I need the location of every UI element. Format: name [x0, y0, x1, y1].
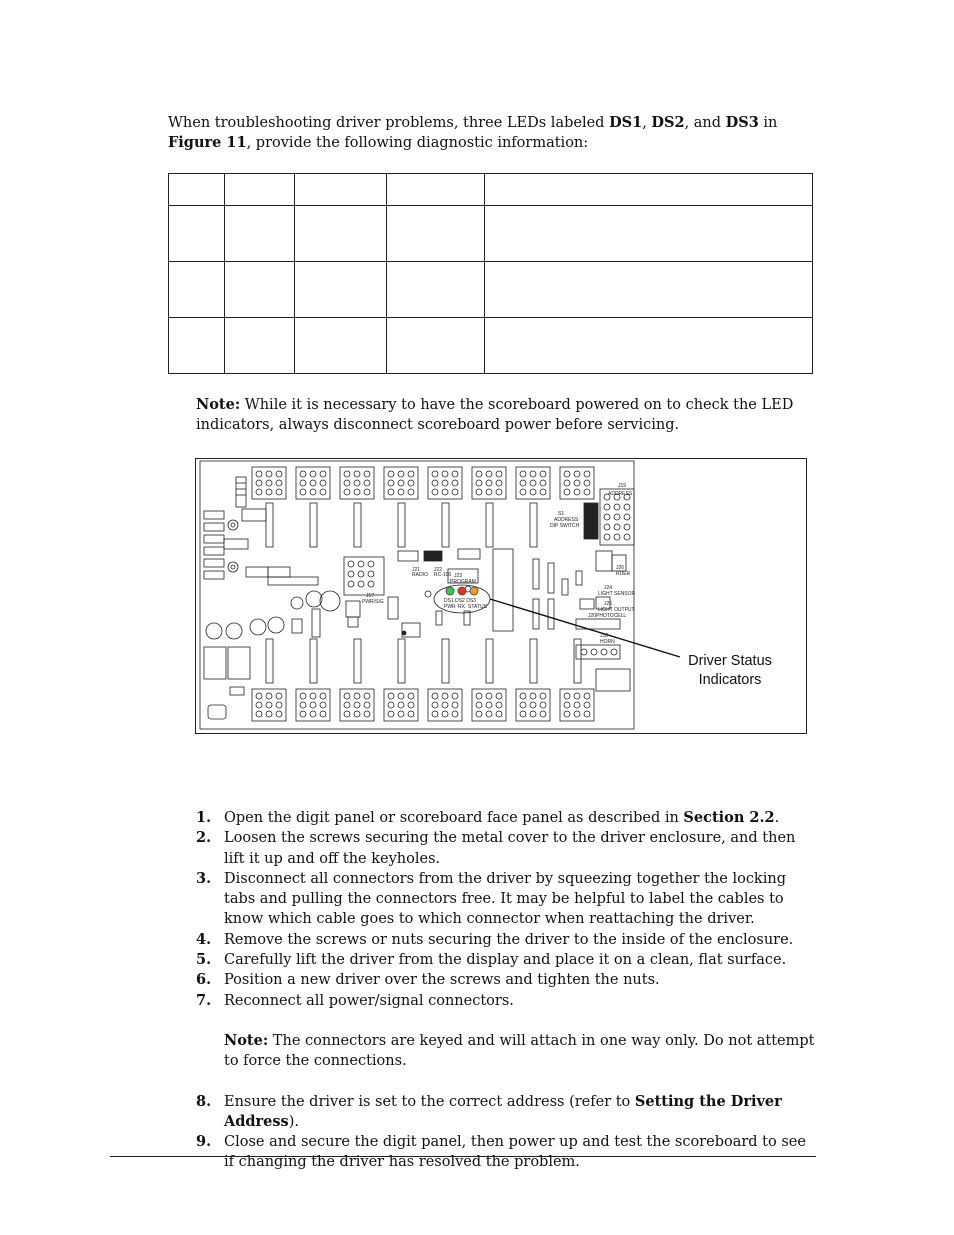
label-pwr-sig: PWR/SIG	[362, 599, 384, 605]
table-cell	[295, 262, 387, 318]
label-address-dip: ADDRESS	[554, 517, 579, 523]
label-j19: J19	[618, 483, 627, 489]
intro-and: , and	[684, 115, 726, 131]
note-text: The connectors are keyed and will attach in one way only. Do not attempt to force the connections.	[224, 1032, 815, 1070]
table-cell	[169, 174, 225, 206]
table-cell	[295, 206, 387, 262]
step-number: 9.	[196, 1133, 212, 1151]
step-number: 7.	[196, 991, 212, 1009]
step-bold-text: Section 2.2	[683, 809, 775, 826]
list-item	[168, 808, 818, 828]
step-text: Carefully lift the driver from the display and place it on a clean, flat surface.	[224, 952, 787, 969]
label-j17: J17	[366, 593, 375, 599]
step-text: Reconnect all power/signal connectors.	[224, 992, 514, 1009]
label-ds: DS1 DS2 DS3	[444, 598, 476, 604]
label-dip-switch: DIP SWITCH	[550, 523, 580, 529]
ds2-label: DS2	[651, 114, 685, 131]
table-row	[169, 318, 813, 374]
label-j24: J24	[604, 585, 613, 591]
label-rder: RDER	[616, 571, 631, 577]
note-label: Note:	[196, 396, 241, 413]
step-number: 4.	[196, 930, 212, 948]
table-row	[169, 262, 813, 318]
callout-line-2: Indicators	[698, 672, 762, 688]
step-bold-text: Setting the Driver Address	[224, 1092, 782, 1130]
intro-paragraph	[168, 113, 818, 153]
intro-in: in	[758, 115, 778, 131]
resistor-packs	[266, 503, 581, 683]
list-item	[168, 869, 818, 930]
led-ds2-icon	[458, 587, 466, 595]
label-radio: RADIO	[412, 572, 428, 578]
table-cell	[387, 174, 485, 206]
intro-comma-1: ,	[642, 115, 652, 131]
table-cell	[169, 262, 225, 318]
label-light-sensor: LIGHT SENSOR	[598, 591, 636, 597]
step-number: 5.	[196, 951, 212, 969]
footer-rule	[110, 1156, 816, 1157]
list-item	[168, 828, 818, 869]
table-row	[169, 206, 813, 262]
label-j25: J25	[604, 601, 613, 607]
figure-ref: Figure 11	[168, 134, 247, 151]
list-item	[168, 930, 818, 950]
step-number: 6.	[196, 971, 212, 989]
step-number: 2.	[196, 829, 212, 847]
driver-board-drawing	[196, 459, 808, 735]
step-text-post: .	[774, 810, 780, 826]
note-text: While it is necessary to have the scoreboard powered on to check the LED indicators, always disconnect scoreboard power before servicing.	[196, 397, 794, 433]
note-label: Note:	[224, 1031, 269, 1049]
list-item	[168, 991, 818, 1011]
label-address: ADDRESS	[608, 491, 633, 497]
led-ds3-icon	[470, 587, 478, 595]
table-cell	[485, 174, 813, 206]
table-cell	[295, 174, 387, 206]
bottom-connectors	[252, 689, 594, 721]
label-status: STATUS	[468, 604, 487, 610]
list-item	[168, 950, 818, 970]
connector-note	[168, 1031, 818, 1072]
ds1-label: DS1	[609, 114, 643, 131]
step-number: 1.	[196, 809, 212, 826]
step-text: Disconnect all connectors from the driver by squeezing together the locking tabs and pulling the connectors free. It may be helpful to label the cables to know which cable goes to which connector when reattaching the driver.	[224, 870, 786, 928]
table-cell	[225, 262, 295, 318]
power-note	[196, 395, 796, 435]
label-j20: J20	[588, 613, 597, 619]
label-program: PROGRAM	[450, 579, 476, 585]
table-cell	[485, 206, 813, 262]
table-cell	[225, 318, 295, 374]
driver-board-figure	[195, 458, 807, 734]
step-text: Close and secure the digit panel, then power up and test the scoreboard to see if changing the driver has resolved the problem.	[224, 1134, 806, 1171]
label-j18: J18	[600, 633, 609, 639]
table-cell	[169, 206, 225, 262]
table-header-row	[169, 174, 813, 206]
step-number: 3.	[196, 869, 212, 887]
table-cell	[295, 318, 387, 374]
label-rx: RX	[458, 604, 465, 610]
intro-text-2: , provide the following diagnostic information:	[246, 135, 589, 151]
label-photocell: PHOTOCELL	[596, 613, 627, 619]
list-item	[168, 1132, 818, 1173]
table-cell	[485, 262, 813, 318]
list-item	[168, 1092, 818, 1133]
step-text: Position a new driver over the screws and tighten the nuts.	[224, 972, 660, 989]
step-text: Remove the screws or nuts securing the driver to the inside of the enclosure.	[224, 931, 794, 948]
top-connectors	[252, 467, 594, 499]
label-rc100: RC-100	[434, 572, 452, 578]
table-cell	[387, 318, 485, 374]
table-cell	[387, 206, 485, 262]
diagnostic-table	[168, 173, 813, 374]
driver-status-callout	[678, 652, 782, 690]
ds3-label: DS3	[725, 114, 759, 131]
step-text-post: ).	[288, 1113, 300, 1130]
step-text: Open the digit panel or scoreboard face panel as described in	[224, 810, 684, 826]
step-text: Ensure the driver is set to the correct address (refer to	[224, 1093, 635, 1110]
label-j21: J21	[412, 567, 421, 573]
led-ds1-icon	[446, 587, 454, 595]
label-j22: J22	[434, 567, 443, 573]
step-number: 8.	[196, 1092, 212, 1110]
table-cell	[225, 174, 295, 206]
table-cell	[169, 318, 225, 374]
label-horn: HORN	[600, 639, 615, 645]
replacement-steps	[168, 808, 818, 1173]
callout-line-1: Driver Status	[688, 653, 772, 669]
label-j26: J26	[616, 565, 625, 571]
intro-text-1: When troubleshooting driver problems, three LEDs labeled	[168, 115, 610, 131]
label-light-output: LIGHT OUTPUT	[598, 607, 635, 613]
table-cell	[225, 206, 295, 262]
table-cell	[387, 262, 485, 318]
label-pwr: PWR	[444, 604, 456, 610]
list-item	[168, 970, 818, 990]
label-s1: S1	[558, 511, 565, 517]
table-cell	[485, 318, 813, 374]
callout-line	[490, 599, 680, 657]
label-j23: J23	[454, 573, 463, 579]
step-text: Loosen the screws securing the metal cover to the driver enclosure, and then lift it up and off the keyholes.	[224, 830, 796, 867]
